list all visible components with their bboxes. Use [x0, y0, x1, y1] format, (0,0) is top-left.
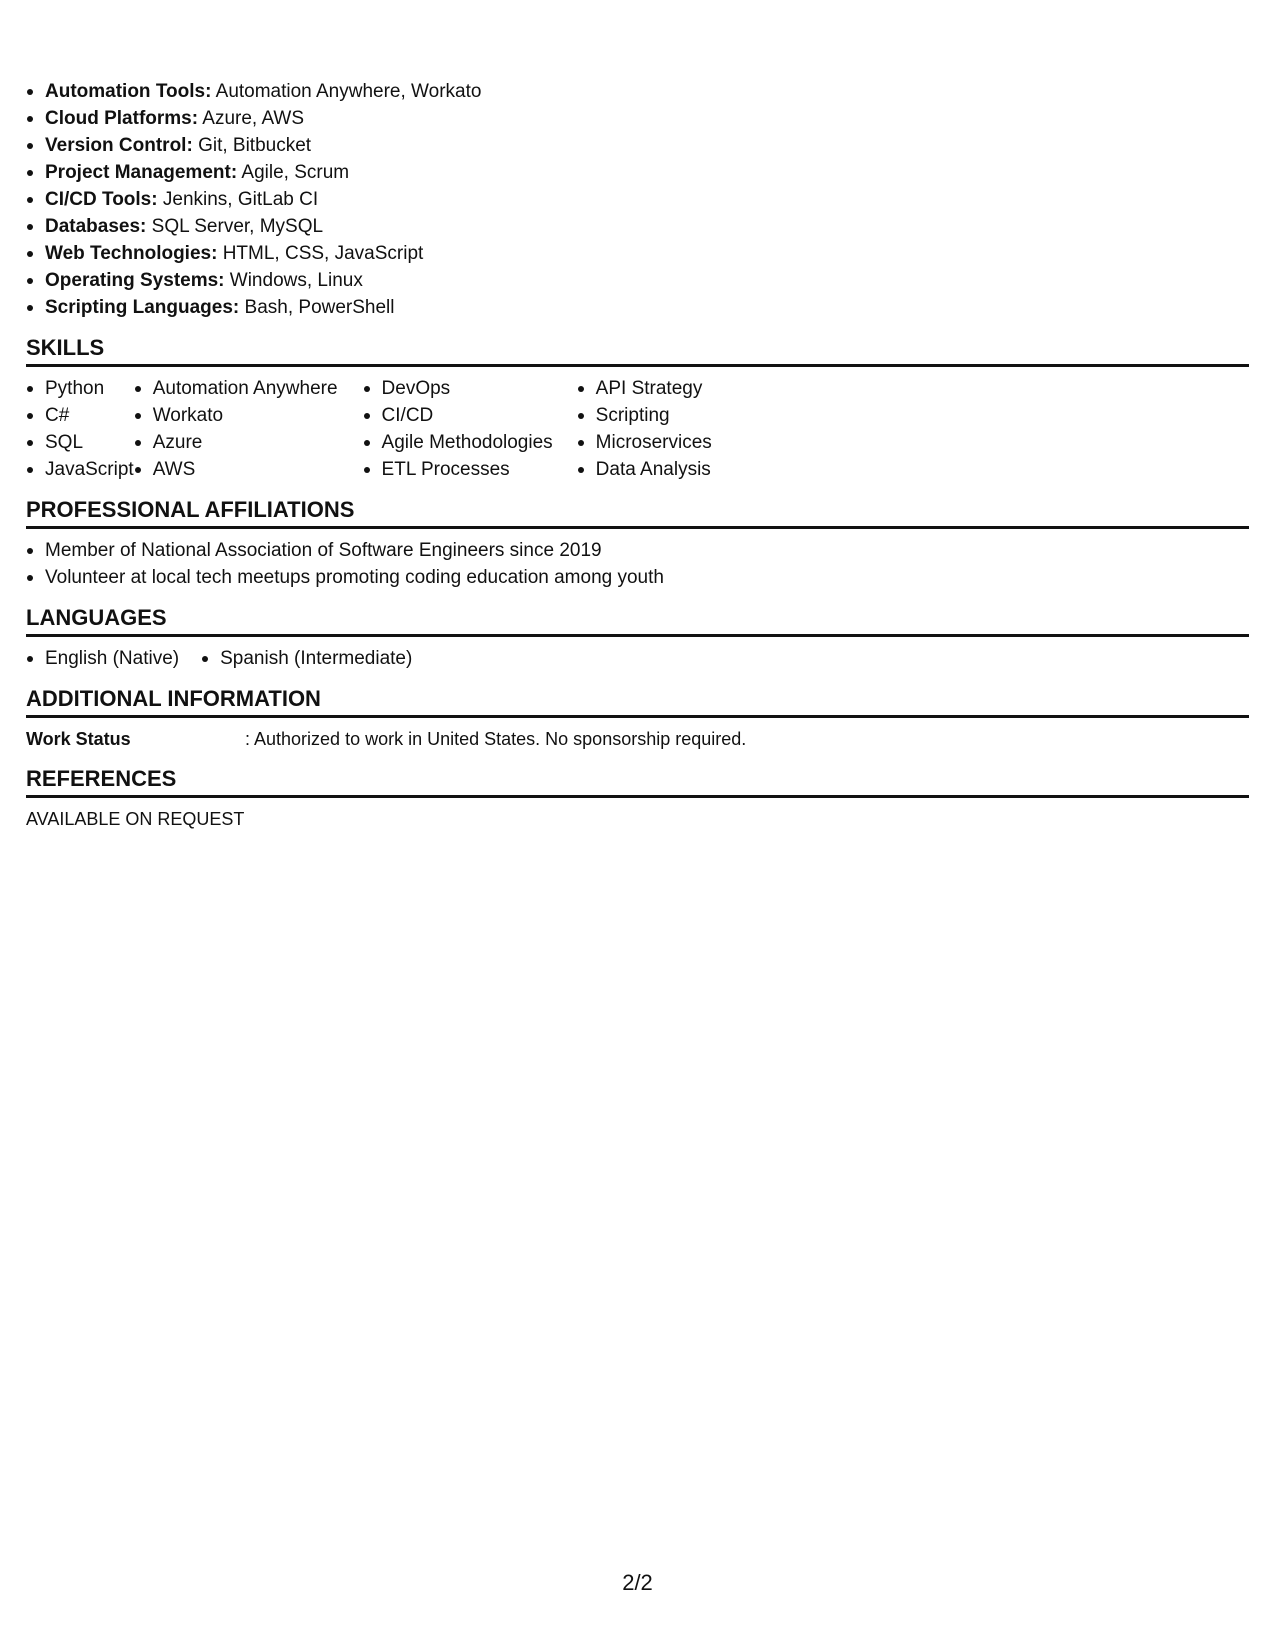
language-item: Spanish (Intermediate)	[201, 645, 412, 672]
tech-value: Git, Bitbucket	[198, 135, 312, 156]
tech-label: Databases:	[45, 216, 147, 237]
skills-grid	[26, 375, 1249, 483]
skills-column	[134, 375, 338, 483]
affiliation-item: Volunteer at local tech meetups promoting coding education among youth	[26, 564, 1249, 591]
technical-tools-list	[26, 78, 1249, 321]
tech-value: Automation Anywhere, Workato	[215, 81, 482, 102]
tech-item-automation	[26, 78, 1249, 105]
tech-label: Version Control:	[45, 135, 193, 156]
tech-value: Windows, Linux	[229, 270, 363, 291]
tech-item-scripting	[26, 294, 1249, 321]
skills-heading: SKILLS	[26, 335, 1249, 367]
skill-item: C#	[26, 402, 134, 429]
skill-item: Automation Anywhere	[134, 375, 338, 402]
skill-item: SQL	[26, 429, 134, 456]
tech-item-databases	[26, 213, 1249, 240]
tech-item-version-control	[26, 132, 1249, 159]
skill-item: API Strategy	[577, 375, 712, 402]
tech-label: Cloud Platforms:	[45, 108, 199, 129]
skill-item: DevOps	[363, 375, 553, 402]
skills-column	[577, 375, 712, 483]
tech-item-cicd	[26, 186, 1249, 213]
skill-item: Python	[26, 375, 134, 402]
tech-item-web	[26, 240, 1249, 267]
affiliations-list	[26, 537, 1249, 591]
skill-item: Workato	[134, 402, 338, 429]
tech-item-project-management	[26, 159, 1249, 186]
tech-value: Jenkins, GitLab CI	[162, 189, 319, 210]
tech-value: Azure, AWS	[202, 108, 305, 129]
skill-item: CI/CD	[363, 402, 553, 429]
skill-item: Agile Methodologies	[363, 429, 553, 456]
tech-label: Scripting Languages:	[45, 297, 240, 318]
resume-page	[26, 78, 1249, 832]
page-number: 2/2	[622, 1570, 653, 1595]
tech-item-cloud	[26, 105, 1249, 132]
tech-label: CI/CD Tools:	[45, 189, 158, 210]
skills-column	[26, 375, 134, 483]
references-text: AVAILABLE ON REQUEST	[26, 809, 245, 829]
skill-item: AWS	[134, 456, 338, 483]
work-status-label: Work Status	[26, 729, 131, 749]
work-status-value: : Authorized to work in United States. No sponsorship required.	[245, 729, 747, 749]
tech-item-os	[26, 267, 1249, 294]
skills-column	[363, 375, 553, 483]
tech-label: Automation Tools:	[45, 81, 212, 102]
tech-value: Agile, Scrum	[241, 162, 350, 183]
tech-label: Project Management:	[45, 162, 238, 183]
tech-value: SQL Server, MySQL	[151, 216, 324, 237]
tech-label: Operating Systems:	[45, 270, 225, 291]
language-item: English (Native)	[26, 645, 179, 672]
skill-item: ETL Processes	[363, 456, 553, 483]
tech-label: Web Technologies:	[45, 243, 218, 264]
additional-info-heading: ADDITIONAL INFORMATION	[26, 686, 1249, 718]
tech-value: Bash, PowerShell	[244, 297, 395, 318]
affiliation-item: Member of National Association of Software Engineers since 2019	[26, 537, 1249, 564]
tech-value: HTML, CSS, JavaScript	[222, 243, 424, 264]
skill-item: Microservices	[577, 429, 712, 456]
languages-list	[26, 645, 1249, 672]
skill-item: JavaScript	[26, 456, 134, 483]
affiliations-heading: PROFESSIONAL AFFILIATIONS	[26, 497, 1249, 529]
skill-item: Data Analysis	[577, 456, 712, 483]
work-status-row	[26, 726, 1249, 752]
skill-item: Azure	[134, 429, 338, 456]
references-heading: REFERENCES	[26, 766, 1249, 798]
languages-heading: LANGUAGES	[26, 605, 1249, 637]
skill-item: Scripting	[577, 402, 712, 429]
